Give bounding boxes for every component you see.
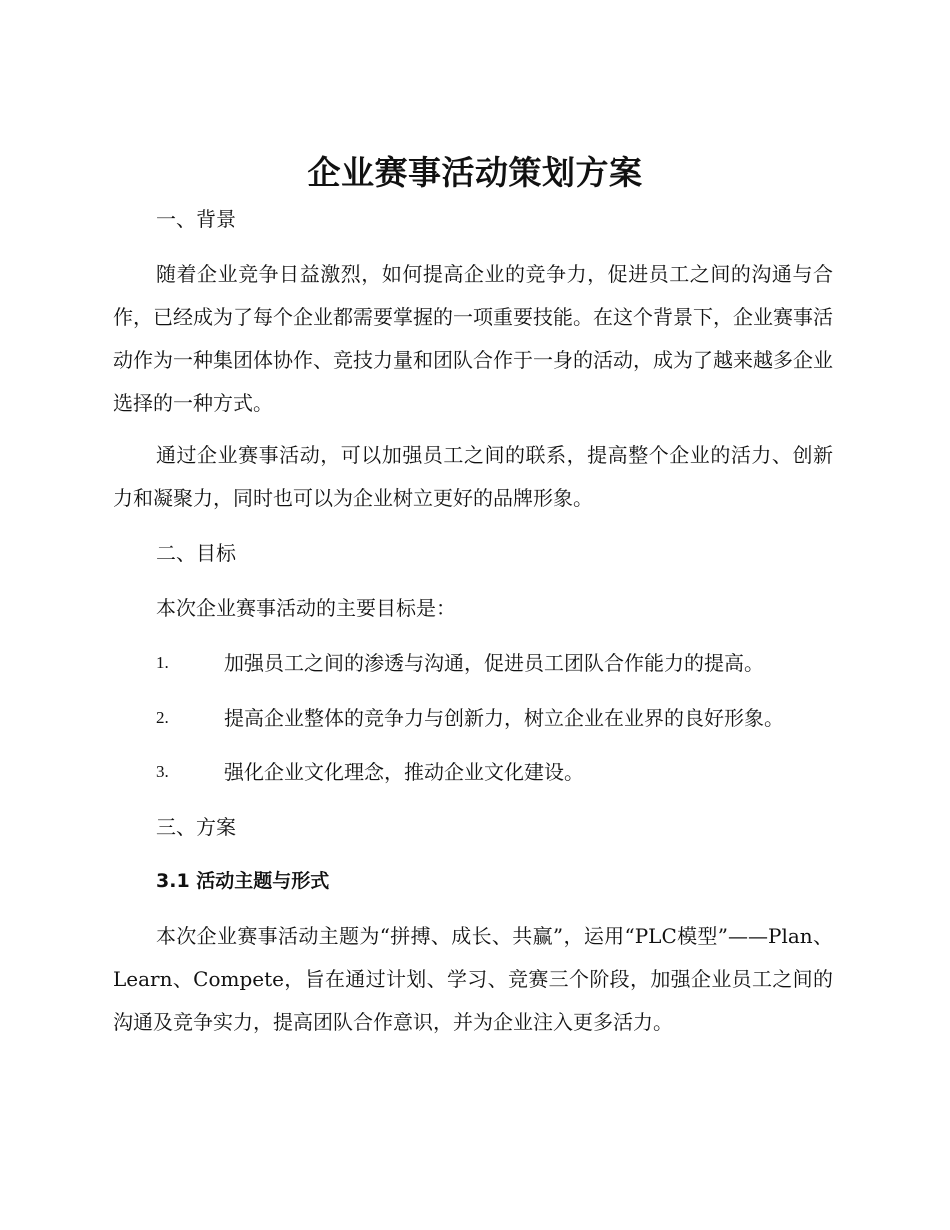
- list-item-number: 3.: [156, 762, 169, 781]
- list-item: [156, 649, 846, 677]
- list-item: [156, 704, 846, 732]
- section-heading-plan: 三、方案: [156, 815, 236, 839]
- list-item-text: 强化企业文化理念，推动企业文化建设。: [224, 760, 584, 784]
- subsection-heading-theme: 3.1 活动主题与形式: [156, 870, 330, 892]
- section-heading-goals: 二、目标: [156, 541, 236, 565]
- section-heading-background: 一、背景: [156, 207, 236, 231]
- background-paragraph-1: 随着企业竞争日益激烈，如何提高企业的竞争力，促进员工之间的沟通与合作，已经成为了每个企业都需要掌握的一项重要技能。在这个背景下，企业赛事活动作为一种集团体协作、竞技力量和团队合作于一身的活动，成为了越来越多企业选择的一种方式。: [113, 262, 833, 415]
- document-title: 企业赛事活动策划方案: [307, 153, 643, 192]
- plan-paragraph-1: 本次企业赛事活动主题为“拼搏、成长、共赢”，运用“PLC模型”——Plan、Learn、Compete，旨在通过计划、学习、竞赛三个阶段，加强企业员工之间的沟通及竞争实力，提高团队合作意识，并为企业注入更多活力。: [113, 924, 833, 1034]
- list-item: [156, 758, 846, 786]
- list-item-number: 1.: [156, 653, 169, 672]
- background-paragraph-2: 通过企业赛事活动，可以加强员工之间的联系，提高整个企业的活力、创新力和凝聚力，同时也可以为企业树立更好的品牌形象。: [113, 443, 833, 510]
- list-item-number: 2.: [156, 708, 169, 727]
- list-item-text: 加强员工之间的渗透与沟通，促进员工团队合作能力的提高。: [224, 651, 764, 675]
- goals-intro: 本次企业赛事活动的主要目标是：: [156, 596, 456, 620]
- list-item-text: 提高企业整体的竞争力与创新力，树立企业在业界的良好形象。: [224, 706, 784, 730]
